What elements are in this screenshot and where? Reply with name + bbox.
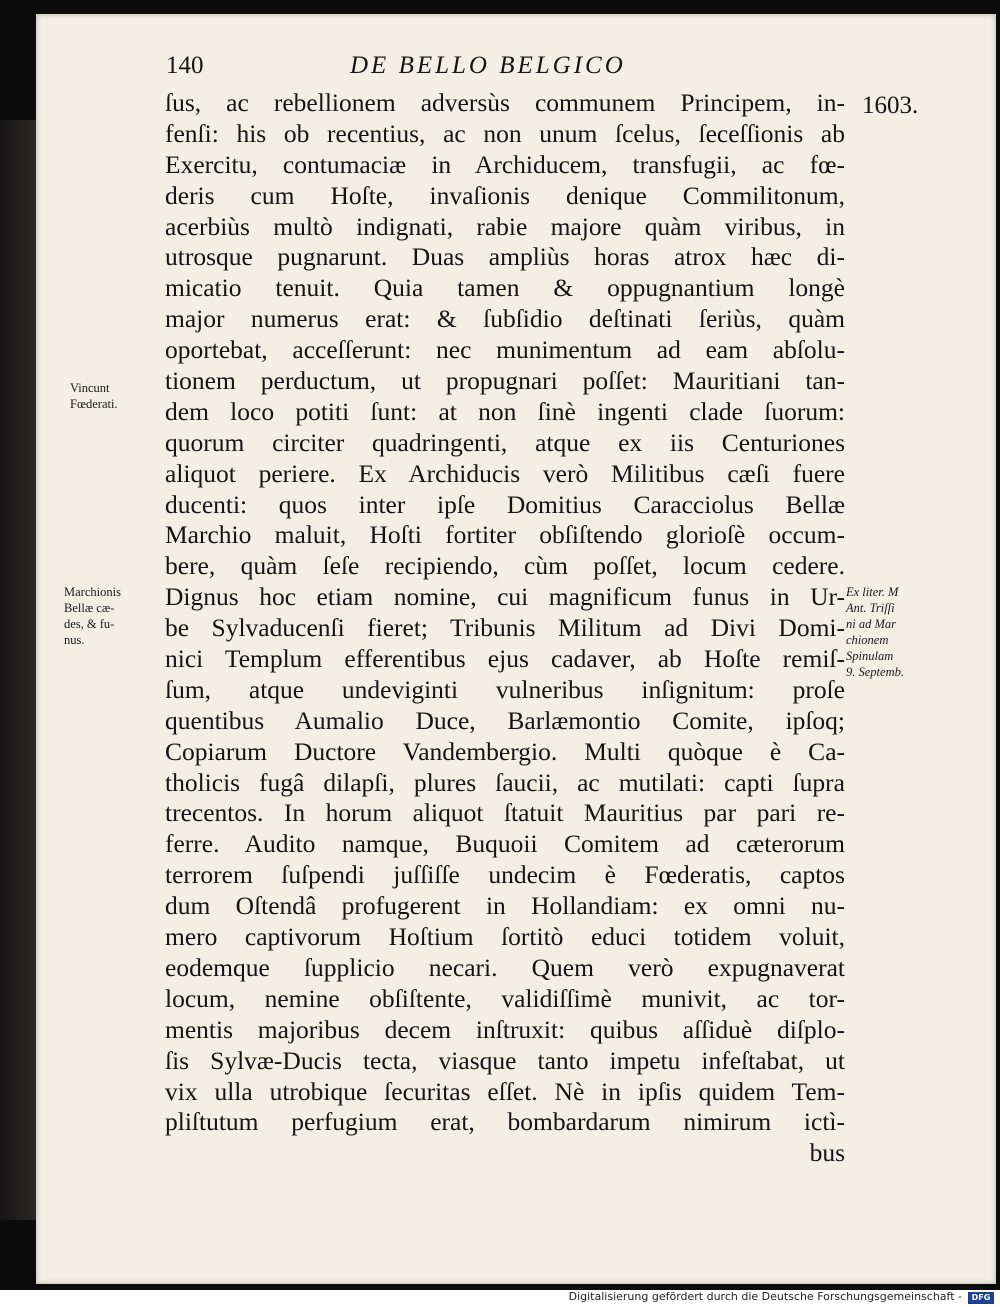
- text-line: vix ulla utrobique ſecuritas eſſet. Nè in ipſis quidem Tem-: [165, 1076, 845, 1106]
- text-line: Marchio maluit, Hoſti fortiter obſiſtendo glorioſè occum-: [165, 520, 845, 550]
- page-number: 140: [166, 52, 204, 79]
- text-line: Exercitu, contumaciæ in Archiducem, transfugii, ac fœ-: [165, 149, 845, 179]
- margin-note-line: 9. Septemb.: [846, 665, 904, 679]
- margin-note-line: Ex liter. M: [846, 585, 899, 599]
- text-line: locum, nemine obſiſtente, validiſſimè munivit, ac tor-: [165, 983, 845, 1013]
- text-line: tionem perductum, ut propugnari poſſet: Mauritiani tan-: [165, 366, 845, 396]
- text-line: utrosque pugnarunt. Duas ampliùs horas atrox hæc di-: [165, 242, 845, 272]
- text-line: tholicis fugâ dilapſi, plures ſaucii, ac mutilati: capti ſupra: [165, 767, 845, 797]
- text-line: ducenti: quos inter ipſe Domitius Caracciolus Bellæ: [165, 489, 845, 519]
- footer-bar: [0, 1290, 1000, 1307]
- text-line: eodemque ſupplicio necari. Quem verò expugnaverat: [165, 952, 845, 982]
- margin-note-left-victory: [70, 380, 118, 412]
- text-line: ſus, ac rebellionem adversùs communem Principem, in-: [165, 88, 845, 117]
- text-line: acerbiùs multò indignati, rabie majore quàm viribus, in: [165, 211, 845, 241]
- margin-note-line: nus.: [64, 633, 85, 647]
- text-line: fenſi: his ob recentius, ac non unum ſcelus, ſeceſſionis ab: [165, 118, 845, 148]
- text-line: ſum, atque undeviginti vulneribus inſignitum: proſe: [165, 674, 845, 704]
- margin-note-line: Vincunt: [70, 381, 110, 395]
- text-line: deris cum Hoſte, invaſionis denique Commilitonum,: [165, 180, 845, 210]
- text-line: terrorem ſuſpendi juſſiſſe undecim è Fœderatis, captos: [165, 860, 845, 890]
- text-line: ſis Sylvæ-Ducis tecta, viasque tanto impetu infeſtabat, ut: [165, 1045, 845, 1075]
- margin-note-line: Bellæ cæ-: [64, 601, 115, 615]
- text-line: aliquot periere. Ex Archiducis verò Militibus cæſi fuere: [165, 458, 845, 488]
- margin-note-right-source: [846, 584, 904, 680]
- margin-note-line: des, & fu-: [64, 617, 115, 631]
- margin-note-line: Marchionis: [64, 585, 121, 599]
- text-line: pliſtutum perfugium erat, bombardarum nimirum ictì-: [165, 1107, 845, 1137]
- text-line: trecentos. In horum aliquot ſtatuit Mauritius par pari re-: [165, 798, 845, 828]
- text-line: quentibus Aumalio Duce, Barlæmontio Comite, ipſoq;: [165, 705, 845, 735]
- margin-note-left-marquis: [64, 584, 121, 648]
- margin-note-line: chionem: [846, 633, 889, 647]
- year-marginal: 1603.: [862, 92, 919, 119]
- margin-note-line: Fœderati.: [70, 397, 118, 411]
- text-line: nici Templum efferentibus ejus cadaver, ab Hoſte remiſ-: [165, 644, 845, 674]
- text-line: major numerus erat: & ſubſidio deſtinati ſeriùs, quàm: [165, 304, 845, 334]
- text-line: be Sylvaducenſi fieret; Tribunis Militum ad Divi Domi-: [165, 613, 845, 643]
- margin-note-line: ni ad Mar: [846, 617, 896, 631]
- text-line: Copiarum Ductore Vandembergio. Multi quòque è Ca-: [165, 736, 845, 766]
- running-head: DE BELLO BELGICO: [350, 52, 626, 79]
- text-line: mentis majoribus decem inſtruxit: quibus aſſiduè diſplo-: [165, 1014, 845, 1044]
- text-line: quorum circiter quadringenti, atque ex iis Centuriones: [165, 427, 845, 457]
- text-line: oportebat, acceſſerunt: nec munimentum ad eam abſolu-: [165, 335, 845, 365]
- body-text: [165, 88, 845, 1169]
- dfg-logo-icon: DFG: [968, 1292, 994, 1304]
- text-line: dum Oſtendâ profugerent in Hollandiam: ex omni nu-: [165, 891, 845, 921]
- text-line: mero captivorum Hoſtium ſortitò educi totidem voluit,: [165, 922, 845, 952]
- catchword: bus: [809, 1138, 845, 1168]
- margin-note-line: Ant. Triſſi: [846, 601, 895, 615]
- book-edge: [0, 120, 36, 1220]
- footer-credit: Digitalisierung gefördert durch die Deutsche Forschungsgemeinschaft -: [568, 1290, 962, 1303]
- text-line: Dignus hoc etiam nomine, cui magnificum funus in Ur-: [165, 582, 845, 612]
- text-line: bere, quàm ſeſe recipiendo, cùm poſſet, locum cedere.: [165, 551, 845, 581]
- margin-note-line: Spinulam: [846, 649, 894, 663]
- text-line: micatio tenuit. Quia tamen & oppugnantium longè: [165, 273, 845, 303]
- text-line: ferre. Audito namque, Buquoii Comitem ad cæterorum: [165, 829, 845, 859]
- text-line: dem loco potiti ſunt: at non ſinè ingenti clade ſuorum:: [165, 396, 845, 426]
